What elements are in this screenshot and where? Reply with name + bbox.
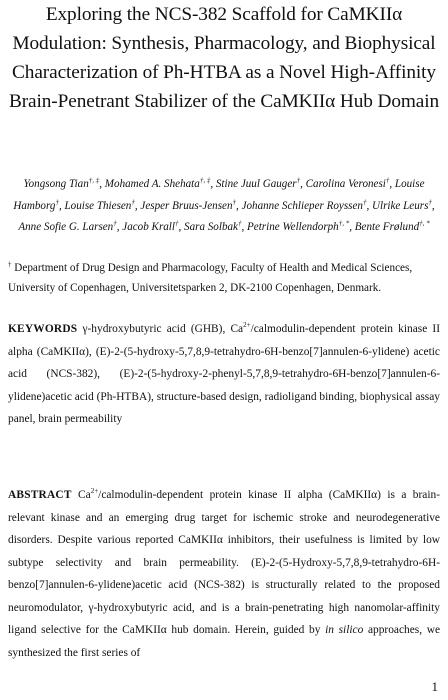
author-name: Louise Hamborg bbox=[13, 178, 425, 212]
keywords-text-a: γ-hydroxybutyric acid (GHB), Ca bbox=[77, 323, 244, 335]
keywords-label: KEYWORDS bbox=[8, 323, 78, 335]
author-affiliation-mark: †, ‡ bbox=[88, 176, 100, 185]
author-affiliation-mark: † bbox=[296, 176, 301, 185]
affiliation bbox=[8, 258, 440, 298]
author-affiliation-mark: † bbox=[385, 176, 390, 185]
affiliation-text: Department of Drug Design and Pharmacology, Faculty of Health and Medical Sciences, University of Copenhagen, Universitetsparken 2, DK-2100 Copenhagen, Denmark. bbox=[8, 262, 413, 294]
author-list: Yongsong Tian†, ‡, Mohamed A. Shehata†, ‡, Stine Juul Gauger†, Carolina Veronesi†, Louise Hamborg†, Louise Thiesen†, Jesper Bruus-Jensen†, Johanne Schlieper Royssen†, Ulrike Leurs†, Anne Sofie G. Larsen†, Jacob Krall†, Sara Solbak†, Petrine Wellendorph†, *, Bente Frølund†, * bbox=[13, 176, 435, 233]
author-name: Mohamed A. Shehata bbox=[104, 178, 200, 190]
author-name: Jesper Bruus-Jensen bbox=[140, 199, 233, 212]
author-name: Johanne Schlieper Royssen bbox=[241, 199, 363, 212]
abstract-text-b: /calmodulin-dependent protein kinase II alpha (CaMKIIα) is a brain-relevant kinase and an emerging drug target for ischemic stroke and neurodegenerative disorders. Despite various reported CaMKIIα inhibitors, their usefulness is limited by low subtype selectivity and brain permeability. (E)-2-(5-Hydroxy-5,7,8,9-tetrahydro-6H-benzo[7]annulen-6-ylidene)acetic acid (NCS-382) is structurally related to the proposed neuromodulator, γ-hydroxybutyric acid, and is a brain-penetrating high nanomolar-affinity ligand selective for the CaMKIIα hub domain. Herein, guided by bbox=[8, 489, 440, 636]
keywords-sup: 2+ bbox=[243, 321, 251, 330]
abstract-text-c: approaches, we synthesized the first series of bbox=[8, 624, 441, 659]
author-affiliation-mark: † bbox=[232, 197, 237, 206]
abstract-italic: in silico bbox=[325, 624, 364, 636]
author-affiliation-mark: † bbox=[174, 219, 179, 228]
abstract-section bbox=[8, 484, 440, 664]
author-name: Anne Sofie G. Larsen bbox=[18, 221, 114, 233]
author-affiliation-mark: † bbox=[55, 197, 59, 206]
author-affiliation-mark: †, ‡ bbox=[199, 176, 211, 185]
author-name: Louise Thiesen bbox=[64, 199, 132, 212]
author-name: Carolina Veronesi bbox=[305, 178, 386, 190]
paper-title: Exploring the NCS-382 Scaffold for CaMKIIα Modulation: Synthesis, Pharmacology, and Biophysical Characterization of Ph-HTBA as a Novel High-Affinity Brain-Penetrant Stabilizer of the CaMKIIα Hub Domain bbox=[8, 4, 440, 112]
author-affiliation-mark: †, * bbox=[338, 219, 350, 228]
author-affiliation-mark: † bbox=[131, 197, 135, 206]
abstract-text-a: Ca bbox=[71, 489, 91, 501]
author-name: Jacob Krall bbox=[122, 221, 175, 233]
author-name: Stine Juul Gauger bbox=[215, 178, 297, 190]
keywords-section bbox=[8, 318, 440, 431]
author-affiliation-mark: † bbox=[428, 197, 432, 206]
affiliation-mark: † bbox=[8, 260, 12, 269]
author-name: Ulrike Leurs bbox=[372, 199, 429, 212]
author-name: Bente Frølund bbox=[354, 221, 420, 233]
author-name: Sara Solbak bbox=[184, 221, 238, 233]
author-affiliation-mark: † bbox=[113, 219, 117, 228]
page-number: 1 bbox=[431, 679, 438, 694]
abstract-sup: 2+ bbox=[90, 487, 99, 496]
abstract-label: ABSTRACT bbox=[8, 489, 72, 501]
author-name: Yongsong Tian bbox=[23, 178, 89, 190]
author-affiliation-mark: † bbox=[237, 219, 242, 228]
author-affiliation-mark: †, * bbox=[419, 219, 430, 228]
author-name: Petrine Wellendorph bbox=[247, 221, 339, 233]
author-affiliation-mark: † bbox=[362, 197, 367, 206]
keywords-text-b: /calmodulin-dependent protein kinase II alpha (CaMKIIα), (E)-2-(5-hydroxy-5,7,8,9-tetrahydro-6H-benzo[7]annulen-6-ylidene) acetic acid (NCS-382), (E)-2-(5-hydroxy-2-phenyl-5,7,8,9-tetrahydro-6H-benzo[7]annulen-6-ylidene)acetic acid (Ph-HTBA), structure-based design, radioligand binding, biophysical assay panel, brain permeability bbox=[8, 323, 440, 425]
